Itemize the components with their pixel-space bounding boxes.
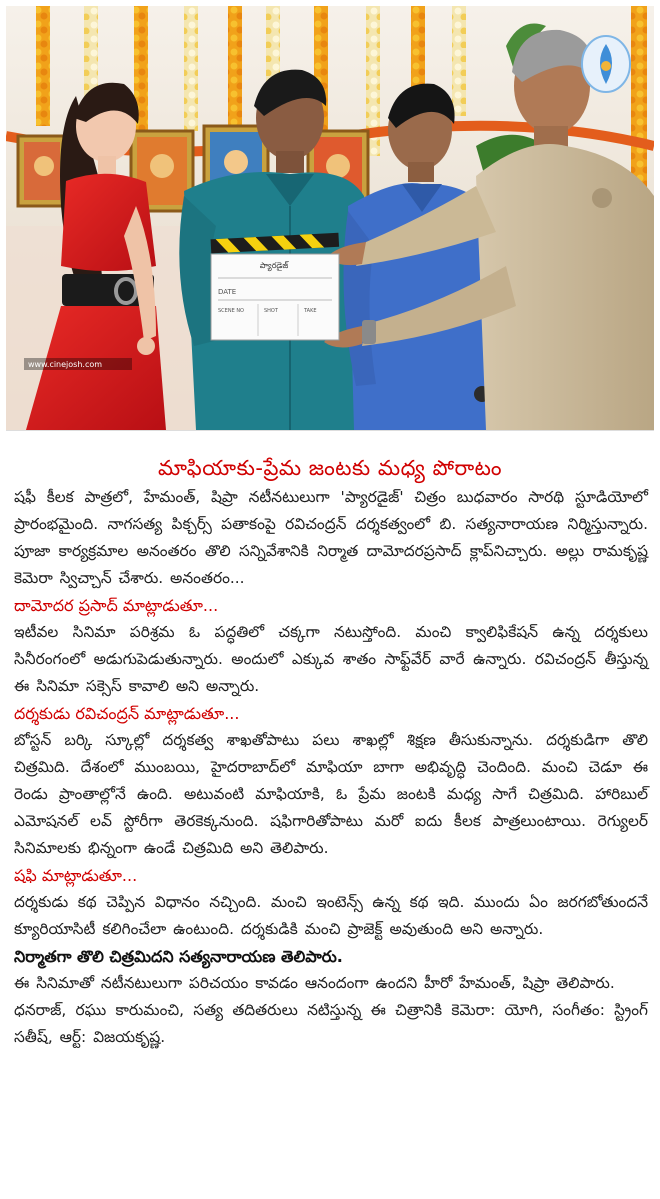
subheading-shafi: షఫి మాట్లాడుతూ... — [14, 866, 138, 885]
article-intro: షఫీ కీలక పాత్రలో, హేమంత్, షిప్రా నటీనటులుగా 'ప్యారడైజ్' చిత్రం బుధవారం సారథి స్టూడియోలో ప్రారంభమైంది. నాగసత్య పిక్చర్స్ పతాకంపై రవిచంద్రన్ దర్శకత్వంలో బి. సత్యనారాయణ నిర్మిస్తున్నారు. పూజా కార్యక్రమాల అనంతరం తొలి సన్నివేశానికి నిర్మాత దామోదరప్రసాద్ క్లాప్‌నిచ్చారు. అల్లు రామకృష్ణ కెమెరా స్విచ్చాన్ చేశారు. అనంతరం... — [14, 488, 648, 587]
paragraph-director: బోస్టన్ బర్కి స్కూల్లో దర్శకత్వ శాఖతోపాటు పలు శాఖల్లో శిక్షణ తీసుకున్నాను. దర్శకుడిగా తొలి చిత్రమిది. దేశంలో ముంబయి, హైదరాబాద్‌లో మాఫియా బాగా అభివృద్ధి చెందింది. మంచి చెడూ ఈ రెండు ప్రాంతాల్లోనే ఉంది. అటువంటి మాఫియాకి, ఓ ప్రేమ జంటకి మధ్య సాగే చిత్రమిది. హారిబుల్ ఎమోషనల్ లవ్ స్టోరీగా తెరకెక్కనుంది. షఫిగారితోపాటు మరో ఐదు కీలక పాత్రలుంటాయి. రెగ్యులర్ సినిమాలకు భిన్నంగా ఉండే చిత్రమిది అని తెలిపారు. — [14, 731, 648, 857]
subheading-damodara-prasad: దామోదర ప్రసాద్ మాట్లాడుతూ... — [14, 596, 219, 615]
producer-line: నిర్మాతగా తొలి చిత్రమిదని సత్యనారాయణ తెలిపారు. — [14, 947, 343, 966]
photo-watermark: www.cinejosh.com — [28, 360, 103, 369]
clapboard-scene-label: SCENE NO — [218, 308, 244, 314]
clapboard-date-label: DATE — [218, 288, 237, 296]
paragraph-credits: ధనరాజ్, రఘు కారుమంచి, సత్య తదితరులు నటిస్తున్న ఈ చిత్రానికి కెమెరా: యోగి, సంగీతం: స్ట్రింగ్ సతీష్, ఆర్ట్: విజయకృష్ణ. — [14, 1001, 648, 1046]
article-headline: మాఫియాకు-ప్రేమ జంటకు మధ్య పోరాటం — [158, 456, 502, 480]
clapboard-take-label: TAKE — [304, 308, 317, 314]
paragraph-damodara-prasad: ఇటీవల సినిమా పరిశ్రమ ఓ పద్ధతిలో చక్కగా నటుస్తోంది. మంచి క్వాలిఫికేషన్ ఉన్న దర్శకులు సినీరంగంలో అడుగుపెడుతున్నారు. అందులో ఎక్కువ శాతం సాఫ్ట్‌వేర్ వారే ఉన్నారు. రవిచంద్రన్ తీస్తున్న ఈ సినిమా సక్సెస్ కావాలి అని అన్నారు. — [14, 623, 648, 695]
clapboard-title: ప్యారడైజ్ — [259, 261, 289, 270]
article-body — [14, 484, 648, 1051]
paragraph-hero: ఈ సినిమాతో నటీనటులుగా పరిచయం కావడం ఆనందంగా ఉందని హీరో హేమంత్, షిప్రా తెలిపారు. — [14, 974, 615, 992]
subheading-director: దర్శకుడు రవిచంద్రన్ మాట్లాడుతూ... — [14, 704, 240, 723]
clapboard-shot-label: SHOT — [264, 308, 278, 314]
logo-icon — [582, 36, 630, 92]
event-photo — [6, 6, 654, 431]
paragraph-shafi: దర్శకుడు కథ చెప్పిన విధానం నచ్చింది. మంచి ఇంటెన్స్ ఉన్న కథ ఇది. ముందు ఏం జరగబోతుందనే క్యూరియాసిటీ కలిగించేలా ఉంటుంది. దర్శకుడికి మంచి ప్రాజెక్ట్ అవుతుంది అని అన్నారు. — [14, 893, 648, 938]
